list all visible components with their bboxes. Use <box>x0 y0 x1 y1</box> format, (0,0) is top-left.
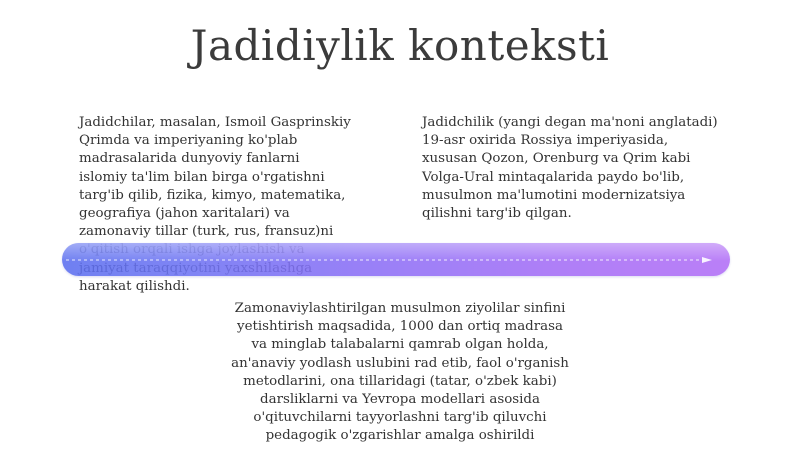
left-text-block: Jadidchilar, masalan, Ismoil Gasprinskiy Qrimda va imperiyaning ko'plab madrasalarida dunyoviy fanlarni islomiy ta'lim bilan birga o'rgatishni targ'ib qilib, fizika, kimyo, matematika, geografiya (jahon xaritalari) va zamonaviy tillar (turk, rus, fransuz)ni harakat qilishdi. <box>79 115 351 294</box>
arrow-right-icon <box>66 257 716 263</box>
right-text-block: Jadidchilik (yangi degan ma'noni anglatadi) 19-asr oxirida Rossiya imperiyasida, xususan Qozon, Orenburg va Qrim kabi Volga-Ural mintaqalarida paydo bo'lib, musulmon ma'lumotini modernizatsiya qilishni targ'ib qilgan. <box>422 115 718 222</box>
bottom-text-block: Zamonaviylashtirilgan musulmon ziyolilar sinfini yetishtirish maqsadida, 1000 dan ortiq madrasa va minglab talabalarni qamrab olgan holda, an'anaviy yodlash uslubini rad etib, faol o'rganish metodlarini, ona tillaridagi (tatar, o'zbek kabi) darsliklarni va Yevropa modellari asosida o'qituvchilarni tayyorlashni targ'ib qiluvchi pedagogik o'zgarishlar amalga oshirildi <box>231 301 569 444</box>
slide-title: Jadidiylik konteksti <box>190 21 610 70</box>
